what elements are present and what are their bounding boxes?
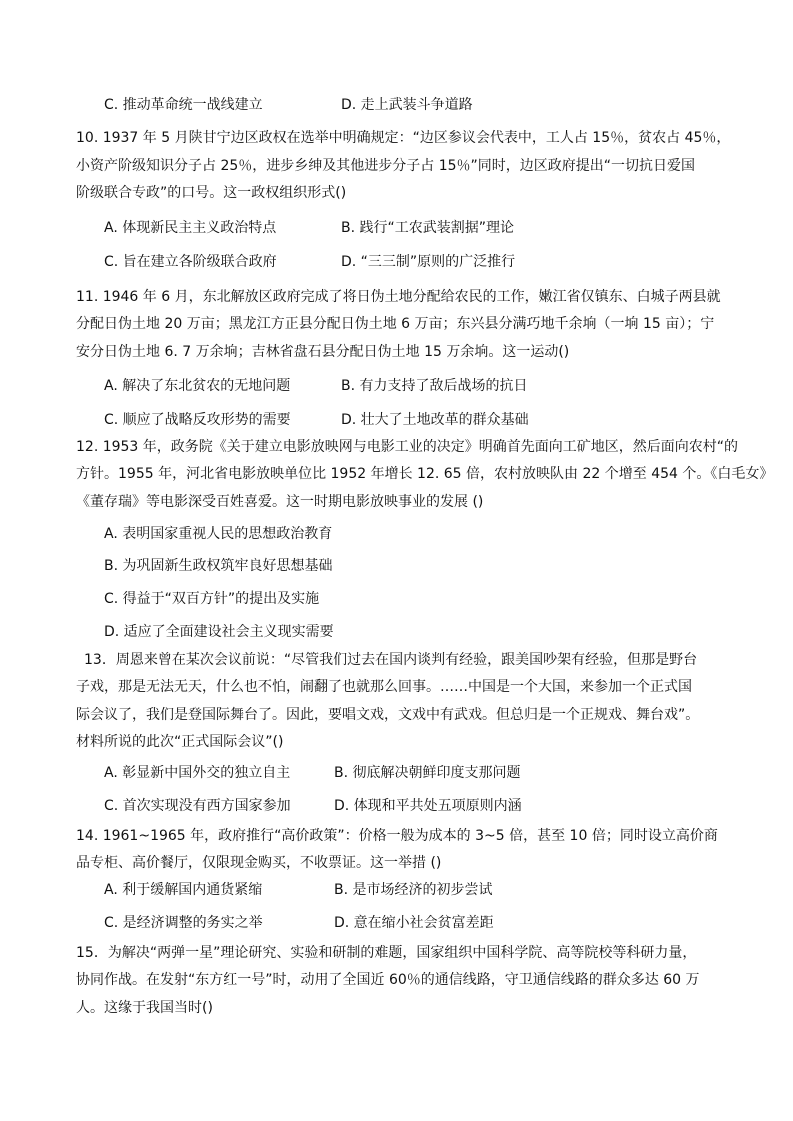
q12-option-c: C. 得益于“双百方针”的提出及实施 xyxy=(104,591,320,607)
q14-option-a: A. 利于缓解国内通货紧缩 xyxy=(104,882,263,898)
q10-stem-line-3: 阶级联合专政”的口号。这一政权组织形式() xyxy=(76,185,347,201)
q15-stem-line-3: 人。这缘于我国当时() xyxy=(76,1000,213,1016)
q10-option-d: D. “三三制”原则的广泛推行 xyxy=(341,254,516,270)
q10-stem-line-2: 小资产阶级知识分子占 25％，进步乡绅及其他进步分子占 15％”同时，边区政府提出“一切抗日爱国 xyxy=(76,158,696,174)
q13-option-b: B. 彻底解决朝鲜印度支那问题 xyxy=(334,765,521,781)
q9-option-c: C. 推动革命统一战线建立 xyxy=(104,97,263,113)
q12-option-b: B. 为巩固新生政权筑牢良好思想基础 xyxy=(104,558,333,574)
q11-stem-line-3: 安分日伪土地 6. 7 万余垧；吉林省盘石县分配日伪土地 15 万余垧。这一运动() xyxy=(76,344,570,360)
q13-stem-line-3: 际会议了，我们是登国际舞台了。因此，要唱文戏，文戏中有武戏。但总归是一个正规戏、舞台戏”。 xyxy=(76,707,700,723)
q15-stem-line-2: 协同作战。在发射“东方红一号”时，动用了全国近 60％的通信线路，守卫通信线路的群众多达 60 万 xyxy=(76,972,700,988)
q12-option-d: D. 适应了全面建设社会主义现实需要 xyxy=(104,624,334,640)
q14-stem-line-2: 品专柜、高价餐厅，仅限现金购买，不收票证。这一举措 () xyxy=(76,855,442,871)
q12-option-a: A. 表明国家重视人民的思想政治教育 xyxy=(104,526,333,542)
q11-option-c: C. 顺应了战略反攻形势的需要 xyxy=(104,412,291,428)
q10-stem-line-1: 10. 1937 年 5 月陕甘宁边区政权在选举中明确规定：“边区参议会代表中，工人占 15％，贫农占 45％， xyxy=(76,130,731,146)
q12-stem-line-1: 12. 1953 年，政务院《关于建立电影放映网与电影工业的决定》明确首先面向工矿地区，然后面向农村“的 xyxy=(76,439,739,455)
q11-option-a: A. 解决了东北贫农的无地问题 xyxy=(104,378,291,394)
q11-stem-line-1: 11. 1946 年 6 月，东北解放区政府完成了将日伪土地分配给农民的工作，嫩江省仅镇东、白城子两县就 xyxy=(76,289,721,305)
q11-stem-line-2: 分配日伪土地 20 万亩；黑龙江方正县分配日伪土地 6 万亩；东兴县分满巧地千余垧（一垧 15 亩）；宁 xyxy=(76,316,715,332)
q13-option-c: C. 首次实现没有西方国家参加 xyxy=(104,798,291,814)
q13-stem-line-4: 材料所说的此次“正式国际会议”() xyxy=(76,734,284,750)
q13-stem-line-2: 子戏，那是无法无天，什么也不怕，闹翻了也就那么回事。……中国是一个大国，来参加一个正式国 xyxy=(76,679,692,695)
q13-option-a: A. 彰显新中国外交的独立自主 xyxy=(104,765,291,781)
q14-option-b: B. 是市场经济的初步尝试 xyxy=(334,882,493,898)
q12-stem-line-2: 方针。1955 年，河北省电影放映单位比 1952 年增长 12. 65 倍，农村放映队由 22 个增至 454 个。《白毛女》 xyxy=(76,466,774,482)
q10-option-b: B. 践行“工农武装割据”理论 xyxy=(341,220,515,236)
q10-option-c: C. 旨在建立各阶级联合政府 xyxy=(104,254,277,270)
q13-option-d: D. 体现和平共处五项原则内涵 xyxy=(334,798,522,814)
q11-option-d: D. 壮大了土地改革的群众基础 xyxy=(341,412,529,428)
q15-stem-line-1: 15．为解决“两弹一星”理论研究、实验和研制的难题，国家组织中国科学院、高等院校等科研力量， xyxy=(76,945,697,961)
q13-stem-line-1: 13．周恩来曾在某次会议前说：“尽管我们过去在国内谈判有经验，跟美国吵架有经验，但那是野台 xyxy=(84,652,698,668)
q11-option-b: B. 有力支持了敌后战场的抗日 xyxy=(341,378,528,394)
q9-option-d: D. 走上武装斗争道路 xyxy=(341,97,473,113)
q14-option-c: C. 是经济调整的务实之举 xyxy=(104,915,263,931)
q14-option-d: D. 意在缩小社会贫富差距 xyxy=(334,915,494,931)
q10-option-a: A. 体现新民主主义政治特点 xyxy=(104,220,277,236)
q14-stem-line-1: 14. 1961~1965 年，政府推行“高价政策”：价格一般为成本的 3~5 倍，甚至 10 倍；同时设立高价商 xyxy=(76,828,718,844)
q12-stem-line-3: 《董存瑞》等电影深受百姓喜爱。这一时期电影放映事业的发展 () xyxy=(76,494,484,510)
